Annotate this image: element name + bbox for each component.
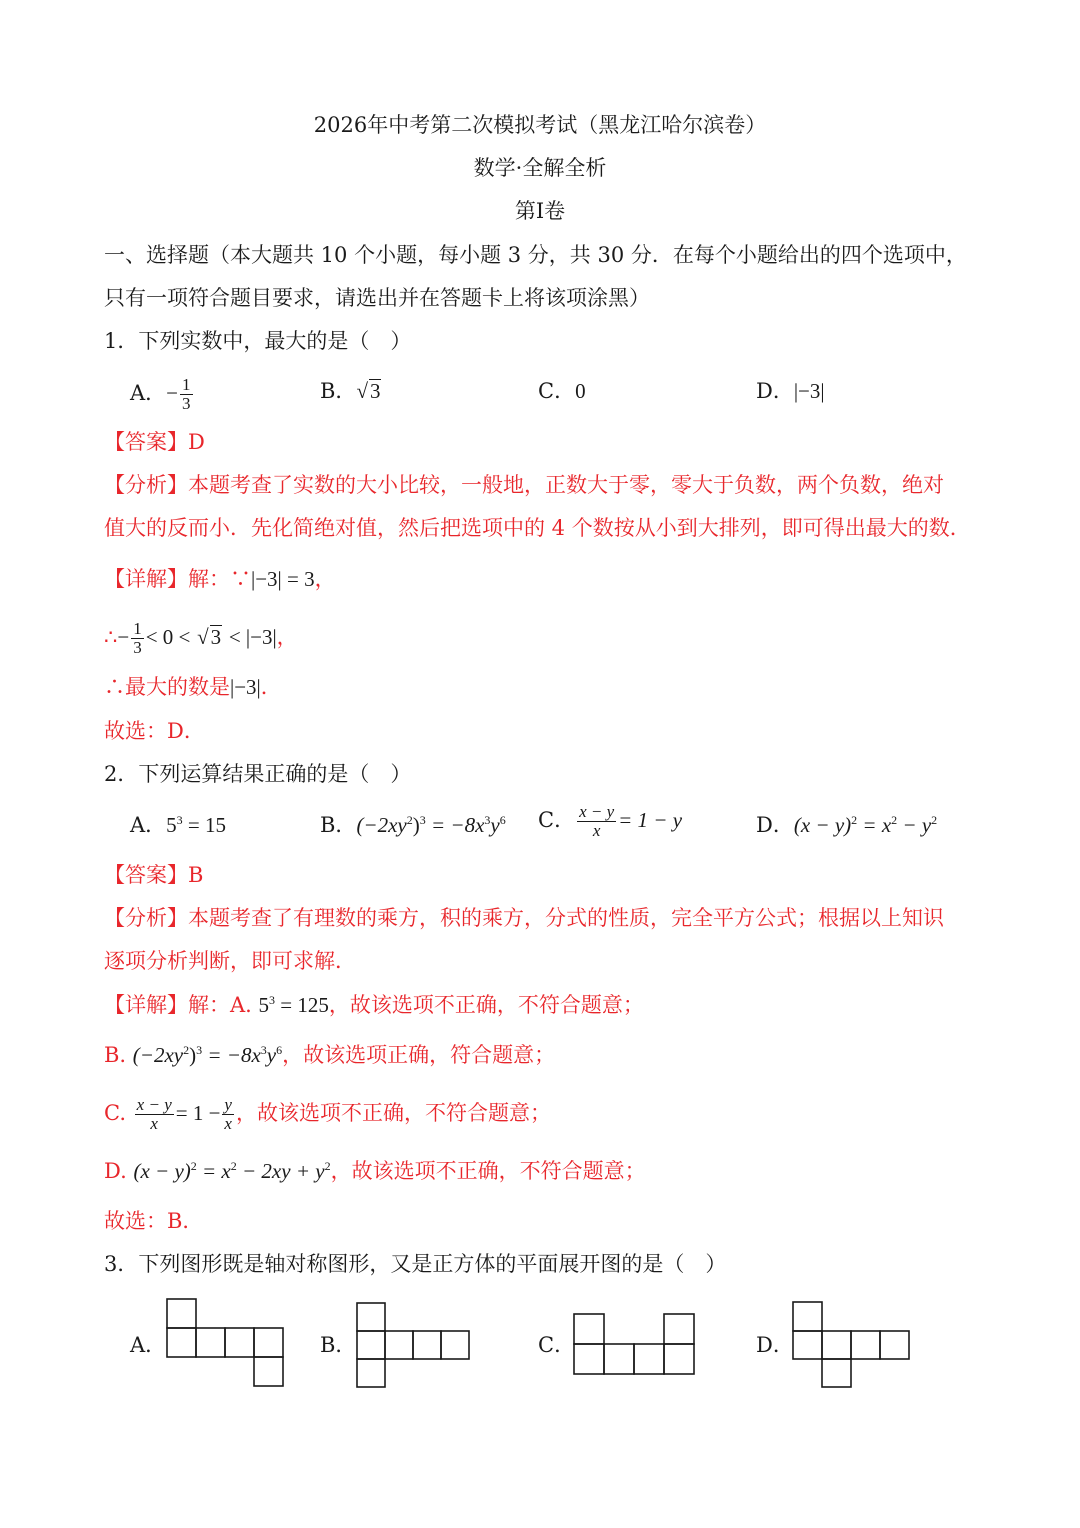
q3-d-square [793, 1331, 822, 1359]
q1-detail-line1 [104, 564, 336, 594]
q3-option-d-cube-net [792, 1301, 916, 1389]
q2-option-d-exp2: 2 [891, 813, 898, 827]
q3-b-square [357, 1331, 385, 1359]
q2-detail-tag: 【详解】 [104, 993, 188, 1017]
q3-option-d-label: D． [756, 1333, 794, 1357]
q3-d-square [822, 1359, 851, 1387]
q3-c-square [634, 1344, 664, 1374]
q2-option-b [320, 810, 506, 840]
q1-option-d-value: |−3| [793, 379, 825, 403]
q2-option-a-exponent: 3 [176, 813, 183, 827]
q2-detail-a-prefix: 解：A. [188, 993, 259, 1017]
q2-detail-a-base: 5 [258, 993, 270, 1017]
page-title: 2026年中考第二次模拟考试（黑龙江哈尔滨卷） [313, 113, 767, 137]
q2-detail-a-text: ，故该选项不正确，不符合题意； [328, 993, 644, 1017]
q3-d-square [851, 1331, 880, 1359]
q2-option-d-mid: − y [897, 813, 932, 837]
q2-detail-b-eq: = −8x [202, 1043, 261, 1067]
q2-detail-b-text: ，故该选项正确，符合题意； [282, 1043, 556, 1067]
q2-detail-c-numerator1: x − y [136, 1095, 172, 1114]
q2-detail-d-exp1: 2 [190, 1159, 197, 1173]
page-subtitle: 数学·全解全析 [473, 156, 607, 180]
q2-option-d-exp3: 2 [931, 813, 938, 827]
q3-d-square [822, 1331, 851, 1359]
q1-ineq-denominator: 3 [133, 638, 142, 657]
q2-detail-b-label: B. [104, 1043, 133, 1067]
q2-option-b-eq: = −8x [425, 813, 485, 837]
q1-option-a-fraction [180, 376, 193, 413]
q3-d-square [793, 1302, 822, 1331]
section-instructions-line2: 只有一项符合题目要求，请选出并在答题卡上将该项涂黑） [104, 286, 650, 310]
q2-option-c-rest: = 1 − y [618, 808, 683, 832]
q2-option-c [538, 803, 682, 840]
q1-analysis-line2: 值大的反而小．先化简绝对值，然后把选项中的 4 个数按从小到大排列，即可得出最大的数． [104, 516, 971, 540]
q2-analysis-tag: 【分析】 [104, 906, 188, 930]
q3-a-square [225, 1328, 254, 1357]
q3-b-square [413, 1331, 441, 1359]
q2-detail-b [104, 1040, 555, 1070]
q1-option-b-radical-sign: √ [356, 379, 368, 403]
q2-option-b-exp4: 6 [499, 813, 506, 827]
q2-detail-b-close: ) [189, 1043, 197, 1067]
q2-analysis-line1 [104, 903, 944, 933]
q1-option-a-denominator: 3 [182, 394, 191, 413]
q2-option-b-label: B． [320, 813, 357, 837]
q1-ineq-radical-sign: √ [197, 625, 209, 649]
q2-analysis-text1: 本题考查了有理数的乘方，积的乘方，分式的性质，完全平方公式；根据以上知识 [188, 906, 944, 930]
q2-detail-c-fraction1 [135, 1096, 174, 1133]
q2-detail-d-label: D. [104, 1159, 134, 1183]
q3-option-c-cube-net [573, 1313, 699, 1375]
q3-c-square [664, 1314, 694, 1344]
q2-option-a-base: 5 [166, 813, 177, 837]
q1-analysis-line1 [104, 470, 944, 500]
q2-detail-c-fraction2 [222, 1096, 234, 1133]
q2-option-c-numerator: x − y [579, 802, 615, 821]
q2-detail-b-exp1: 2 [183, 1043, 190, 1057]
q2-option-c-fraction [577, 803, 616, 840]
q1-analysis-text1: 本题考查了实数的大小比较，一般地，正数大于零，零大于负数，两个负数，绝对 [188, 473, 944, 497]
q2-detail-d-eq: = x [196, 1159, 231, 1183]
q1-ineq-middle: < 0 < [145, 625, 191, 649]
q3-a-square [167, 1328, 196, 1357]
q1-ineq-numerator: 1 [133, 619, 142, 638]
q1-option-c-value: 0 [575, 379, 586, 403]
q2-analysis-line2: 逐项分析判断，即可求解． [104, 949, 356, 973]
q1-answer-tag: 【答案】 [104, 430, 188, 454]
section-instructions-line1: 一、选择题（本大题共 10 个小题，每小题 3 分，共 30 分．在每个小题给出的四个选项中， [104, 243, 967, 267]
q2-stem: 2．下列运算结果正确的是（ ） [104, 762, 412, 786]
q2-option-b-exp1: 2 [406, 813, 413, 827]
q3-option-b-label: B． [320, 1333, 357, 1357]
q1-detail-tag: 【详解】 [104, 567, 188, 591]
q2-detail-c-denominator1: x [150, 1114, 158, 1133]
q2-option-c-denominator: x [592, 821, 601, 840]
q2-choice: 故选：B． [104, 1209, 204, 1233]
q2-detail-d [104, 1156, 646, 1186]
q1-option-d [756, 376, 825, 406]
q3-b-square [385, 1331, 413, 1359]
q2-detail-d-open: (x − y) [133, 1159, 191, 1183]
q2-detail-c-text: ，故该选项不正确，不符合题意； [235, 1101, 551, 1125]
q1-stem: 1．下列实数中，最大的是（ ） [104, 329, 412, 353]
q3-b-square [441, 1331, 469, 1359]
q2-detail-b-y: y [266, 1043, 277, 1067]
q3-c-square [574, 1344, 604, 1374]
q1-option-b-label: B． [320, 379, 357, 403]
q1-option-c-label: C． [538, 379, 576, 403]
volume-title: 第Ⅰ卷 [514, 199, 566, 223]
q1-answer-value: D [188, 430, 205, 454]
q1-ineq-fraction [131, 620, 144, 657]
q2-detail-b-exp3: 3 [260, 1043, 267, 1057]
q2-option-b-y: y [490, 813, 500, 837]
q2-option-b-open: (−2xy [356, 813, 407, 837]
q1-detail-line2 [104, 620, 298, 657]
q1-ineq-end: ， [276, 625, 298, 649]
q3-option-c-label: C． [538, 1333, 576, 1357]
q2-detail-c-label: C. [104, 1101, 133, 1125]
q1-option-a [130, 376, 195, 413]
q1-detail-prefix: 解：∵ [188, 567, 251, 591]
q2-detail-a-rest: = 125 [275, 993, 329, 1017]
q2-detail-c-numerator2: y [224, 1095, 232, 1114]
q1-detail-end: ， [314, 567, 336, 591]
q1-choice: 故选：D． [104, 719, 205, 743]
q2-option-b-close: ) [412, 813, 420, 837]
q2-answer [104, 860, 203, 890]
q2-option-a [130, 810, 226, 840]
q3-a-square [167, 1299, 196, 1328]
q3-option-a-cube-net [166, 1298, 288, 1390]
q2-option-b-exp2: 3 [419, 813, 426, 827]
q1-option-a-label: A． [130, 381, 167, 405]
q2-option-a-rest: = 15 [182, 813, 227, 837]
q3-stem: 3．下列图形既是轴对称图形，又是正方体的平面展开图的是（ ） [104, 1252, 727, 1276]
q3-b-square [357, 1303, 385, 1331]
q2-detail-d-exp3: 2 [324, 1159, 331, 1173]
q2-answer-value: B [188, 863, 204, 887]
q1-option-b [320, 376, 381, 406]
q2-option-a-label: A． [130, 813, 167, 837]
q2-detail-b-exp2: 3 [196, 1043, 203, 1057]
q2-detail-a [104, 990, 644, 1020]
q3-option-b-cube-net [356, 1302, 476, 1388]
q3-option-a-label: A． [130, 1333, 167, 1357]
q3-c-square [664, 1344, 694, 1374]
q1-conclusion-text: ∴最大的数是 [104, 675, 230, 699]
q2-detail-a-exponent: 3 [269, 993, 276, 1007]
q1-option-a-sign: − [166, 381, 179, 405]
q2-option-d-exp1: 2 [851, 813, 858, 827]
q2-option-c-label: C． [538, 808, 576, 832]
q2-option-d [756, 810, 937, 840]
q3-b-square [357, 1359, 385, 1387]
q2-detail-b-open: (−2xy [132, 1043, 184, 1067]
q2-detail-c-denominator2: x [224, 1114, 232, 1133]
q1-answer [104, 427, 205, 457]
q2-option-d-label: D． [756, 813, 794, 837]
q3-a-square [254, 1328, 283, 1357]
q1-option-b-radicand: 3 [369, 379, 381, 403]
q1-conclusion-end: ． [260, 675, 282, 699]
q2-detail-c-middle: = 1 − [175, 1101, 221, 1125]
q2-detail-b-exp4: 6 [276, 1043, 283, 1057]
q2-detail-d-text: ，故该选项不正确，不符合题意； [330, 1159, 646, 1183]
q2-option-d-open: (x − y) [793, 813, 852, 837]
q3-c-square [604, 1344, 634, 1374]
q1-detail-expression: |−3| = 3 [251, 567, 315, 591]
q1-option-a-numerator: 1 [182, 375, 191, 394]
q1-conclusion-expression: |−3| [230, 675, 261, 699]
q2-option-b-exp3: 3 [484, 813, 491, 827]
q3-c-square [574, 1314, 604, 1344]
q1-analysis-tag: 【分析】 [104, 473, 188, 497]
q1-ineq-tail: < |−3| [228, 625, 277, 649]
q2-detail-d-exp2: 2 [230, 1159, 237, 1173]
q1-therefore-symbol: ∴ [104, 625, 118, 649]
q1-option-d-label: D． [756, 379, 794, 403]
q1-ineq-sign: − [117, 625, 130, 649]
q1-option-c [538, 376, 586, 406]
q2-option-d-eq: = x [857, 813, 892, 837]
q2-answer-tag: 【答案】 [104, 863, 188, 887]
q3-d-square [880, 1331, 909, 1359]
q3-a-square [196, 1328, 225, 1357]
q3-a-square [254, 1357, 283, 1386]
q1-ineq-radicand: 3 [210, 625, 222, 649]
q2-detail-c [104, 1096, 551, 1133]
q1-conclusion [104, 672, 282, 702]
q2-detail-d-mid: − 2xy + y [236, 1159, 325, 1183]
